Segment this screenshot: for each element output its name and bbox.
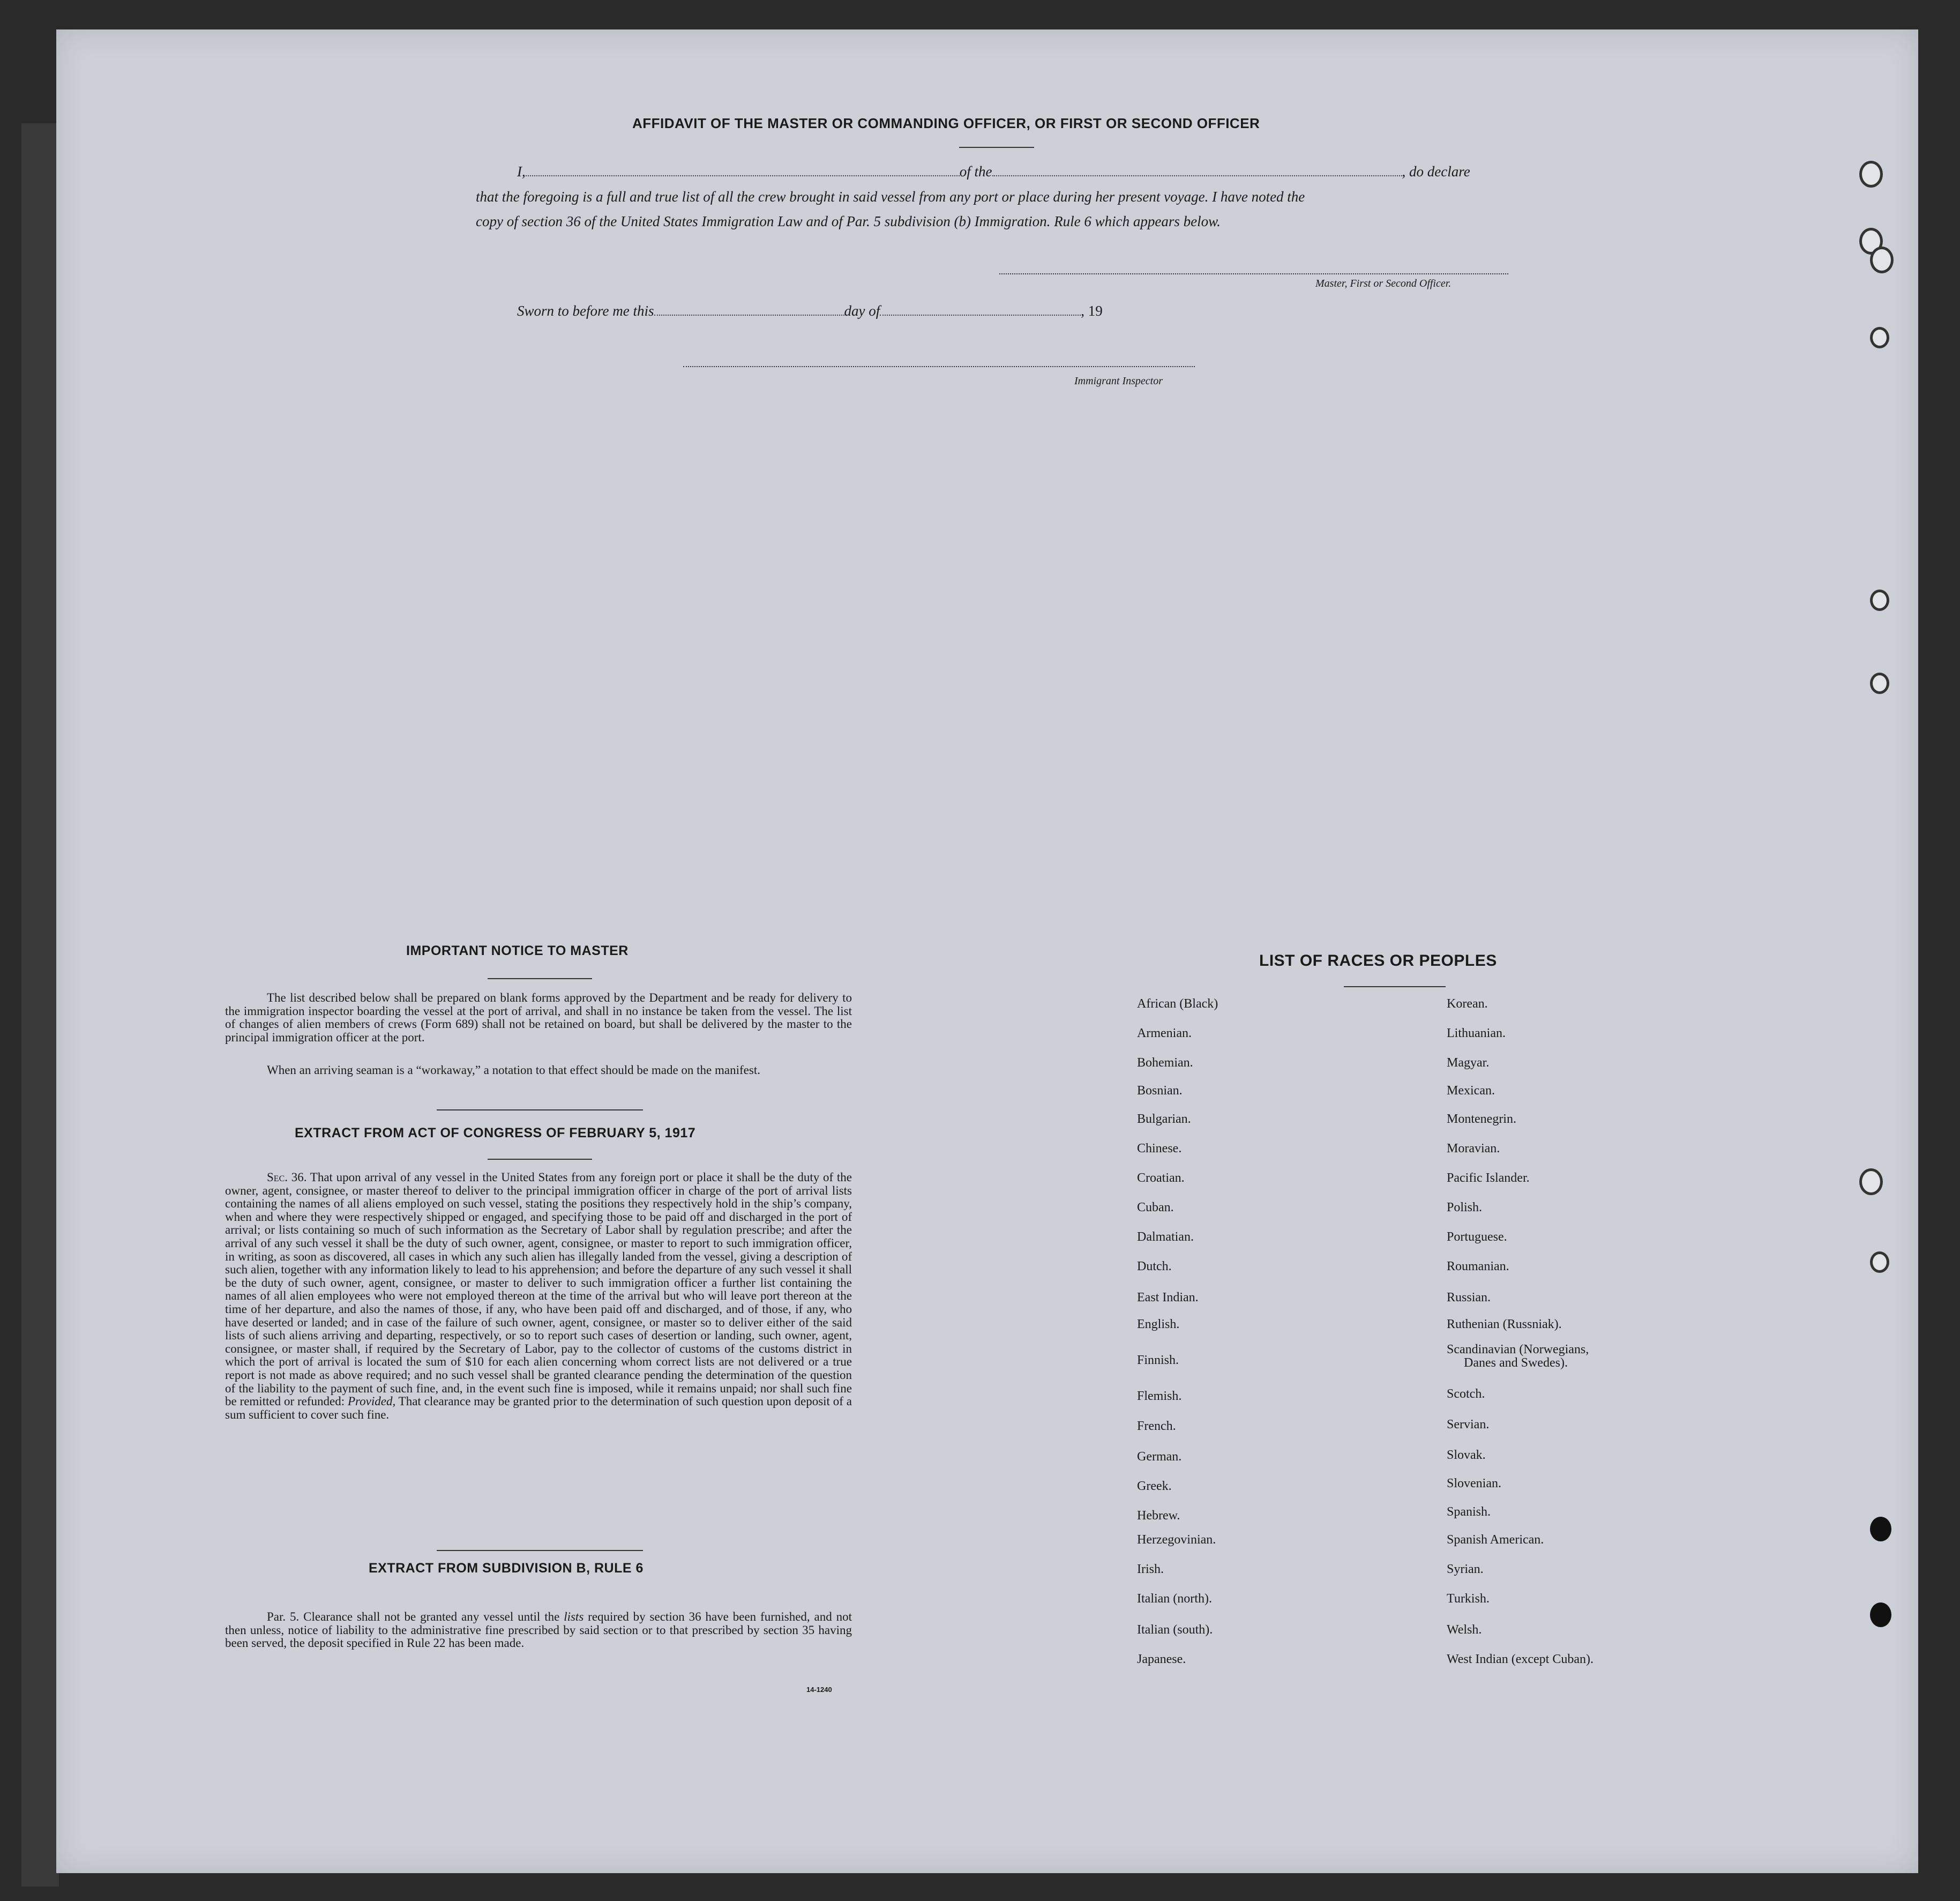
vessel-name-field[interactable] — [992, 174, 1402, 176]
act-extract-title: EXTRACT FROM ACT OF CONGRESS OF FEBRUARY 5, 1917 — [295, 1125, 696, 1140]
race-item: Bosnian. — [1137, 1084, 1183, 1098]
act-title-underline — [488, 1159, 592, 1160]
title-underline — [959, 147, 1034, 148]
section-body-end: That clearance may be granted prior to the determination of such question upon deposit of a sum sufficient to cover such fine. — [225, 1395, 852, 1421]
race-item: Spanish American. — [1447, 1533, 1544, 1547]
race-item: Pacific Islander. — [1447, 1171, 1530, 1185]
sworn-day-field[interactable] — [654, 314, 844, 316]
race-item: Hebrew. — [1137, 1509, 1180, 1523]
declare-label: , do declare — [1402, 163, 1470, 180]
race-item: East Indian. — [1137, 1291, 1199, 1304]
binder-hole — [1870, 673, 1889, 694]
race-item: Dutch. — [1137, 1259, 1172, 1273]
race-item: Ruthenian (Russniak). — [1447, 1317, 1562, 1331]
notice-paragraph-2: When an arriving seaman is a “workaway,” a notation to that effect should be made on the manifest. — [267, 1063, 760, 1077]
race-item: Turkish. — [1447, 1592, 1490, 1606]
inspector-label: Immigrant Inspector — [1074, 375, 1163, 387]
declaration-text-2: that the foregoing is a full and true list of all the crew brought in said vessel from any port or place during her present voyage. I have noted the — [476, 189, 1305, 205]
day-of-label: day of — [844, 303, 880, 319]
section-36-text — [225, 1171, 852, 1421]
race-item: Roumanian. — [1447, 1259, 1509, 1273]
race-item: Lithuanian. — [1447, 1026, 1506, 1040]
of-the-label: of the — [959, 163, 992, 180]
race-item: Danes and Swedes). — [1464, 1356, 1568, 1370]
sworn-line — [517, 303, 1103, 319]
binder-hole — [1859, 1168, 1883, 1195]
binder-hole — [1870, 1602, 1891, 1627]
race-item: Russian. — [1447, 1291, 1491, 1304]
notice-underline — [488, 978, 592, 979]
par-5-text — [225, 1611, 852, 1650]
race-item: Korean. — [1447, 997, 1488, 1011]
race-item: Servian. — [1447, 1418, 1490, 1432]
declaration-text-3: copy of section 36 of the United States Immigration Law and of Par. 5 subdivision (b) Immigration. Rule 6 which appears below. — [476, 213, 1221, 229]
race-item: Scotch. — [1447, 1387, 1485, 1401]
race-item: Italian (south). — [1137, 1623, 1213, 1637]
race-item: German. — [1137, 1450, 1182, 1464]
form-number: 14-1240 — [806, 1686, 832, 1694]
race-item: Scandinavian (Norwegians, — [1447, 1343, 1589, 1356]
races-underline — [1344, 986, 1446, 987]
races-title: LIST OF RACES OR PEOPLES — [1259, 952, 1497, 970]
declarant-name-field[interactable] — [526, 174, 960, 176]
race-item: Portuguese. — [1447, 1230, 1507, 1244]
binder-hole — [1870, 247, 1894, 273]
section-divider — [437, 1109, 643, 1110]
section-label: Sec. 36. — [267, 1171, 307, 1184]
race-item: Slovenian. — [1447, 1477, 1501, 1490]
par-5-body-a: Par. 5. Clearance shall not be granted any vessel until the — [267, 1610, 560, 1623]
section-body: That upon arrival of any vessel in the United States from any foreign port or place it shall be the duty of the owner, agent, consignee, or master thereof to deliver to the principal immigration officer in charge of the port of arrival lists containing the names of all aliens employed on such vessel, stating the positions they respectively hold in the ship’s company, when and where they were respectively shipped or engaged, and specifying those to be paid off and discharged in the port of arrival; or lists containing so much of such information as the Secretary of Labor shall by regulation prescribe; and after the arrival of any such vessel it shall be the duty of such owner, agent, consignee, or master to report to such immigration officer, in writing, as soon as discovered, all cases in which any such alien has illegally landed from the vessel, giving a description of such alien, together with any information likely to lead to his apprehension; and before the departure of any such vessel it shall be the duty of such owner, agent, consignee, or master to deliver to such immigration officer a further list containing the names of all alien employees who were not employed thereon at the time of the arrival but who will leave port thereon at the time of her departure, and also the names of those, if any, who have been paid off and discharged, and of those, if any, who have deserted or landed; and in case of the failure of such owner, agent, consignee, or master so to deliver either of the said lists of such aliens arriving and departing, respectively, or so to report such cases of desertion or landing, such owner, agent, consignee, or master shall, if required by the Secretary of Labor, pay to the collector of customs of the customs district in which the port of arrival is located the sum of $10 for each alien concerning whom correct lists are not delivered or a true report is not made as above required; and no such vessel shall be granted clearance pending the determination of the question of the liability to the payment of such fine, and, in the event such fine is imposed, while it remains unpaid; nor shall such fine be remitted or refunded: — [225, 1171, 852, 1408]
race-item: Italian (north). — [1137, 1592, 1212, 1606]
binder-hole — [1870, 1517, 1891, 1541]
race-item: English. — [1137, 1317, 1180, 1331]
race-item: Moravian. — [1447, 1142, 1500, 1155]
declarant-prefix: I, — [517, 163, 526, 180]
race-item: Montenegrin. — [1447, 1112, 1516, 1126]
sworn-label: Sworn to before me this — [517, 303, 654, 319]
binder-hole — [1859, 161, 1883, 188]
race-item: Herzegovinian. — [1137, 1533, 1216, 1547]
binder-hole — [1870, 590, 1889, 611]
race-item: Armenian. — [1137, 1026, 1192, 1040]
sworn-month-field[interactable] — [880, 314, 1081, 316]
declaration-line — [517, 163, 1470, 180]
race-item: French. — [1137, 1419, 1176, 1433]
provided-word: Provided, — [348, 1395, 396, 1408]
race-item: Slovak. — [1447, 1448, 1486, 1462]
race-item: Spanish. — [1447, 1505, 1491, 1519]
race-item: Magyar. — [1447, 1056, 1490, 1070]
race-item: Syrian. — [1447, 1562, 1484, 1576]
year-prefix: , 19 — [1081, 303, 1103, 319]
race-item: Cuban. — [1137, 1201, 1174, 1214]
par-5-body-b: required by section 36 have been furnished, and not then unless, notice of liability to the administrative fine prescribed by said section or to that prescribed by section 35 having been served, the deposit specified in Rule 22 has been made. — [225, 1610, 852, 1650]
race-item: Finnish. — [1137, 1353, 1179, 1367]
race-item: Bohemian. — [1137, 1056, 1193, 1070]
race-item: Polish. — [1447, 1201, 1483, 1214]
race-item: Bulgarian. — [1137, 1112, 1191, 1126]
race-item: West Indian (except Cuban). — [1447, 1652, 1594, 1666]
race-item: Japanese. — [1137, 1652, 1186, 1666]
master-signature-label: Master, First or Second Officer. — [1315, 278, 1452, 289]
binder-hole — [1870, 327, 1889, 348]
race-item: Croatian. — [1137, 1171, 1185, 1185]
inspector-signature-line[interactable] — [683, 366, 1195, 367]
binder-hole — [1870, 1251, 1889, 1273]
race-item: Flemish. — [1137, 1389, 1182, 1403]
notice-title: IMPORTANT NOTICE TO MASTER — [406, 943, 629, 958]
sheet-shadow-edge — [21, 123, 59, 1887]
master-signature-line[interactable] — [999, 273, 1508, 274]
rule-extract-title: EXTRACT FROM SUBDIVISION B, RULE 6 — [369, 1561, 644, 1576]
race-item: Dalmatian. — [1137, 1230, 1194, 1244]
race-item: Greek. — [1137, 1479, 1172, 1493]
race-item: African (Black) — [1137, 997, 1218, 1011]
notice-paragraph-1: The list described below shall be prepared on blank forms approved by the Department and be ready for delivery to the immigration inspector boarding the vessel at the port of arrival, and shall in no instance be taken from the vessel. The list of changes of alien members of crews (Form 689) shall not be retained on board, but shall be delivered by the master to the principal immigration officer at the port. — [225, 991, 852, 1044]
race-item: Chinese. — [1137, 1142, 1182, 1155]
race-item: Welsh. — [1447, 1623, 1482, 1637]
affidavit-title: AFFIDAVIT OF THE MASTER OR COMMANDING OFFICER, OR FIRST OR SECOND OFFICER — [632, 115, 1260, 131]
section-divider-2 — [437, 1550, 643, 1551]
race-item: Irish. — [1137, 1562, 1164, 1576]
lists-word: lists — [564, 1610, 584, 1623]
race-item: Mexican. — [1447, 1084, 1495, 1098]
